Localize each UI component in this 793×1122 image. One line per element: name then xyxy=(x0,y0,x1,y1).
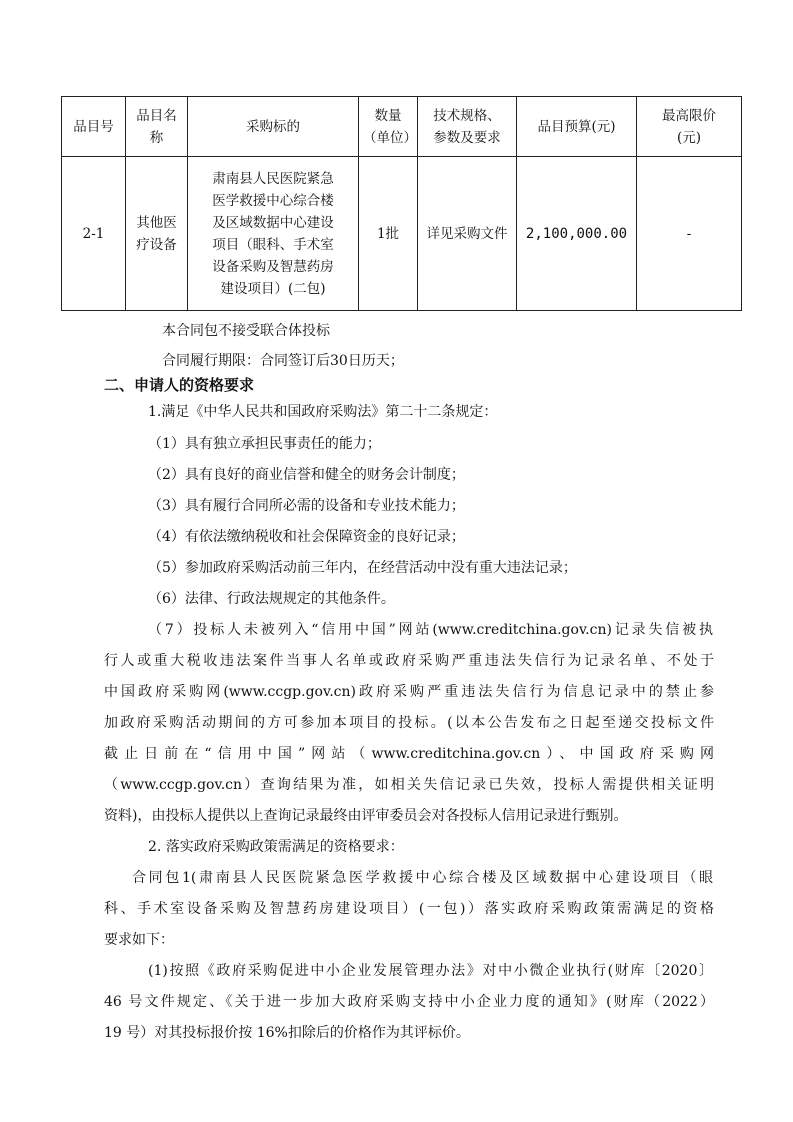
list-item: （1）具有独立承担民事责任的能力； xyxy=(148,436,381,452)
item7-line: 中国政府采购网(www.ccgp.gov.cn)政府采购严重违法失信行为信息记录中的禁止参 xyxy=(104,684,714,700)
table-row xyxy=(62,157,742,311)
cell-spec: 详见采购文件 xyxy=(418,157,517,311)
item7-line: 资料)，由投标人提供以上查询记录最终由评审委员会对各投标人信用记录进行甄别。 xyxy=(104,808,628,824)
header-target: 采购标的 xyxy=(188,97,359,157)
policy-line: 46 号文件规定、《关于进一步加大政府采购支持中小企业力度的通知》(财库（2022） xyxy=(104,994,714,1010)
requirement-1-title: 1.满足《中华人民共和国政府采购法》第二十二条规定： xyxy=(148,404,498,420)
header-item-no: 品目号 xyxy=(62,97,126,157)
table-header-row xyxy=(62,97,742,157)
section-heading-qualifications: 二、申请人的资格要求 xyxy=(104,376,255,394)
cell-quantity: 1批 xyxy=(359,157,418,311)
list-item: （4）有依法缴纳税收和社会保障资金的良好记录； xyxy=(148,529,465,545)
procurement-item-table xyxy=(61,96,742,311)
cell-budget: 2,100,000.00 xyxy=(517,157,637,311)
policy-line: 19 号）对其投标报价按 16%扣除后的价格作为其评标价。 xyxy=(104,1025,470,1041)
cell-item-name: 其他医 疗设备 xyxy=(126,157,188,311)
header-budget: 品目预算(元) xyxy=(517,97,637,157)
cell-target: 肃南县人民医院紧急 医学救援中心综合楼 及区域数据中心建设 项目（眼科、手术室 设备采购及智慧药房 建设项目）(二包) xyxy=(188,157,359,311)
header-quantity: 数量 （单位） xyxy=(359,97,418,157)
item7-line: 加政府采购活动期间的方可参加本项目的投标。(以本公告发布之日起至递交投标文件 xyxy=(104,715,714,731)
item7-line: 行人或重大税收违法案件当事人名单或政府采购严重违法失信行为记录名单、不处于 xyxy=(104,653,714,669)
requirement-2-title: 2. 落实政府采购政策需满足的资格要求： xyxy=(148,839,404,855)
list-item: （6）法律、行政法规规定的其他条件。 xyxy=(148,591,395,607)
req2-line: 合同包1(肃南县人民医院紧急医学救援中心综合楼及区域数据中心建设项目（眼 xyxy=(132,870,713,886)
list-item: （2）具有良好的商业信誉和健全的财务会计制度； xyxy=(148,467,465,483)
list-item: （5）参加政府采购活动前三年内，在经营活动中没有重大违法记录； xyxy=(148,560,577,576)
req2-line: 科、手术室设备采购及智慧药房建设项目）(一包)）落实政府采购政策需满足的资格 xyxy=(104,901,714,917)
cell-item-no: 2-1 xyxy=(62,157,126,311)
item7-line: 截止日前在“信用中国”网站（www.creditchina.gov.cn）、中国政府采购网 xyxy=(104,746,714,762)
header-spec: 技术规格、 参数及要求 xyxy=(418,97,517,157)
header-max-price: 最高限价 (元) xyxy=(637,97,742,157)
req2-line: 要求如下： xyxy=(104,932,174,948)
note-period: 合同履行期限：合同签订后30日历天； xyxy=(162,353,404,369)
policy-line: (1)按照《政府采购促进中小企业发展管理办法》对中小微企业执行(财库〔2020〕 xyxy=(148,963,713,979)
header-item-name: 品目名称 xyxy=(126,97,188,157)
cell-max-price: - xyxy=(637,157,742,311)
item7-line: （7）投标人未被列入“信用中国”网站(www.creditchina.gov.cn)记录失信被执 xyxy=(148,622,713,638)
item7-line: （www.ccgp.gov.cn）查询结果为准，如相关失信记录已失效，投标人需提供相关证明 xyxy=(104,777,714,793)
list-item: （3）具有履行合同所必需的设备和专业技术能力； xyxy=(148,498,465,514)
note-no-consortium: 本合同包不接受联合体投标 xyxy=(162,323,330,339)
